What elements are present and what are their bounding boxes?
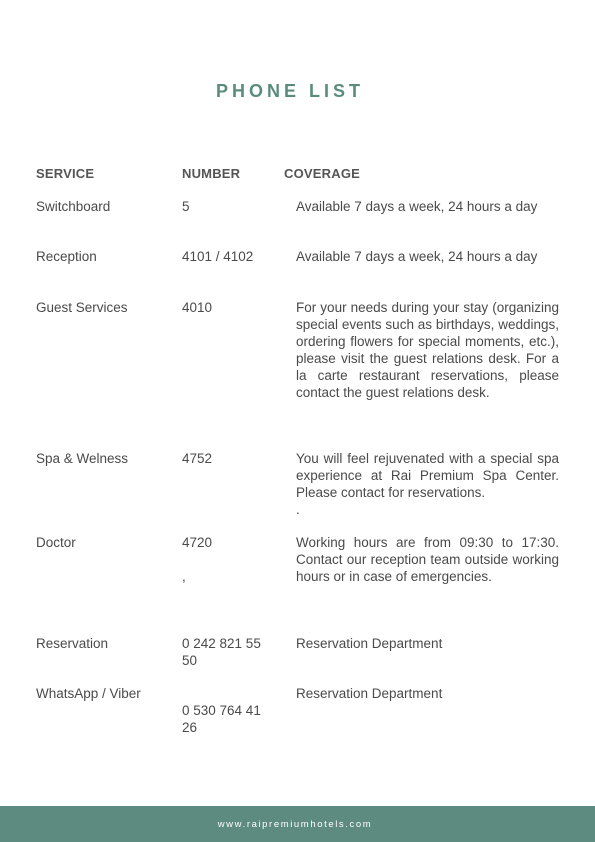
row-number-reservation: 0 242 821 55 50	[182, 636, 261, 668]
row-number-switchboard: 5	[182, 199, 190, 214]
header-coverage: COVERAGE	[284, 166, 361, 181]
row-number-doctor-extra: ,	[182, 569, 186, 584]
row-coverage-reservation: Reservation Department	[296, 636, 443, 651]
row-service-guest-services: Guest Services	[36, 300, 128, 315]
row-number-doctor: 4720	[182, 535, 213, 550]
header-number: NUMBER	[182, 166, 241, 181]
header-service: SERVICE	[36, 166, 95, 181]
row-number-whatsapp: 0 530 764 41 26	[182, 703, 261, 735]
row-service-whatsapp: WhatsApp / Viber	[36, 686, 141, 701]
row-coverage-doctor: Working hours are from 09:30 to 17:30. Contact our reception team outside working hours or in case of emergencies.	[296, 535, 559, 584]
row-coverage-guest-services: For your needs during your stay (organizing special events such as birthdays, weddings, ordering flowers for special moments, etc.), please visit the guest relations desk. For a la carte restaurant reservations, please contact the guest relations desk.	[296, 300, 559, 400]
page-title: PHONE LIST	[215, 81, 364, 101]
row-service-reservation: Reservation	[36, 636, 109, 651]
row-service-reception: Reception	[36, 249, 97, 264]
footer-website-link[interactable]: www.raipremiumhotels.com	[217, 819, 373, 830]
row-number-reception: 4101 / 4102	[182, 249, 254, 264]
row-number-spa: 4752	[182, 451, 213, 466]
row-service-doctor: Doctor	[36, 535, 76, 550]
row-service-spa: Spa & Welness	[36, 451, 129, 466]
row-coverage-whatsapp: Reservation Department	[296, 686, 443, 701]
row-coverage-spa-extra: .	[296, 502, 300, 517]
row-service-switchboard: Switchboard	[36, 199, 111, 214]
row-coverage-switchboard: Available 7 days a week, 24 hours a day	[296, 199, 538, 214]
row-coverage-reception: Available 7 days a week, 24 hours a day	[296, 249, 538, 264]
row-number-guest-services: 4010	[182, 300, 213, 315]
footer-bar	[0, 806, 595, 842]
row-coverage-spa: You will feel rejuvenated with a special spa experience at Rai Premium Spa Center. Please contact for reservations.	[296, 451, 559, 500]
